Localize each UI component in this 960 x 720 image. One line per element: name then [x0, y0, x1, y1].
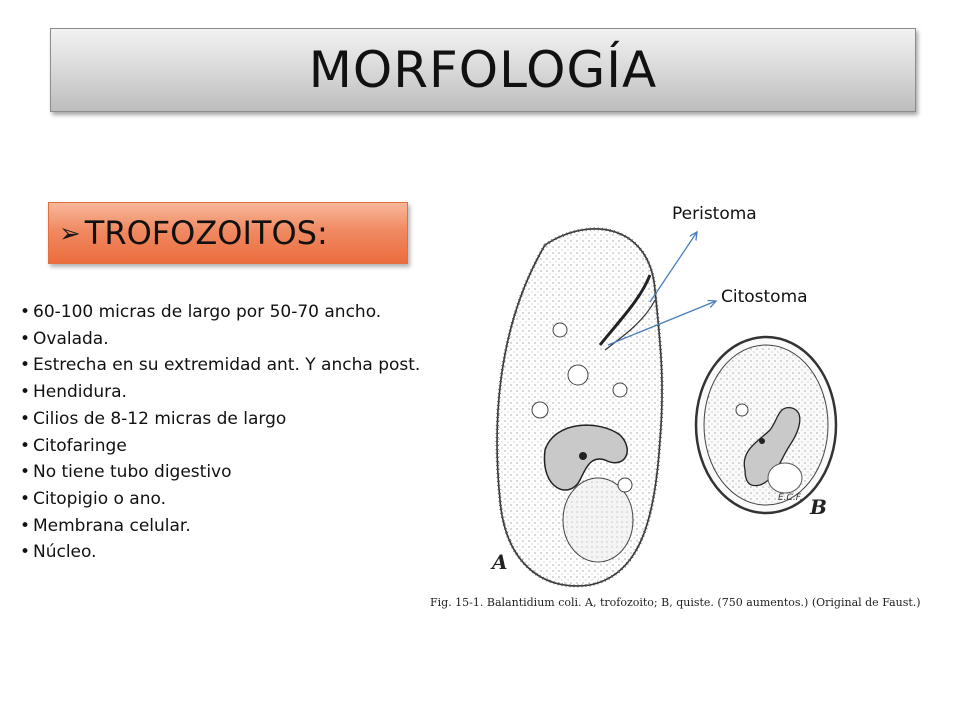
slide-title: MORFOLOGÍA	[308, 41, 658, 99]
figure-caption: Fig. 15-1. Balantidium coli. A, trofozoito; B, quiste. (750 aumentos.) (Original de Faust.)	[430, 596, 921, 609]
subtitle-text: TROFOZOITOS:	[84, 214, 328, 252]
peristoma-arrow	[650, 232, 697, 302]
bullet-item: • Cilios de 8-12 micras de largo	[20, 406, 450, 433]
cyst-drawing	[696, 337, 836, 513]
bullet-item: • Estrecha en su extremidad ant. Y ancha post.	[20, 352, 450, 379]
bullet-item: • Citopigio o ano.	[20, 486, 450, 513]
bullet-item: • Citofaringe	[20, 433, 450, 460]
figure-letter-a: A	[492, 550, 508, 574]
bullet-item: • Núcleo.	[20, 539, 450, 566]
bullet-item: • 60-100 micras de largo por 50-70 ancho.	[20, 299, 450, 326]
bullet-item: • Membrana celular.	[20, 513, 450, 540]
trophozoite-drawing	[497, 229, 662, 586]
illustrator-initials: E.C.F.	[778, 493, 803, 503]
citostoma-label: Citostoma	[721, 287, 808, 307]
bullet-item: • Hendidura.	[20, 379, 450, 406]
arrow-bullet-icon: ➢	[59, 217, 81, 248]
bullet-item: • Ovalada.	[20, 326, 450, 353]
bullet-item: • No tiene tubo digestivo	[20, 459, 450, 486]
figure-letter-b: B	[810, 495, 827, 519]
peristoma-label: Peristoma	[672, 204, 757, 224]
